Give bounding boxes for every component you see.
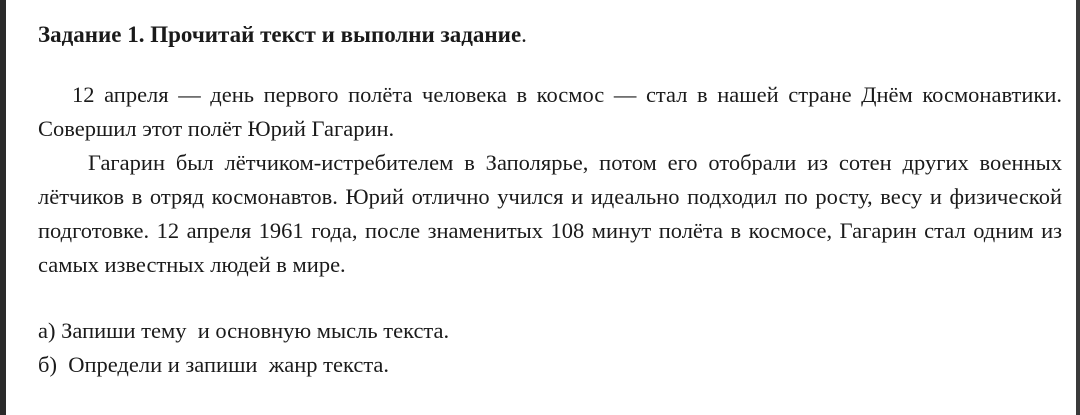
- paragraph-1: 12 апреля — день первого полёта человека в космос — стал в нашей стране Днём космонавтики. Совершил этот полёт Юрий Гагарин.: [38, 82, 1062, 141]
- right-border: [1076, 0, 1080, 415]
- task-heading: [38, 18, 1062, 52]
- task-item-a: а) Запиши тему и основную мысль текста.: [38, 318, 450, 343]
- task-list: [38, 314, 1062, 382]
- paragraph-2: Гагарин был лётчиком-истребителем в Заполярье, потом его отобрали из сотен других военных лётчиков в отряд космонавтов. Юрий отлично учился и идеально подходил по росту, весу и физической подготовке. 12 апреля 1961 года, после знаменитых 108 минут полёта в космосе, Гагарин стал одним из самых известных людей в мире.: [38, 150, 1062, 277]
- task-item-b: б) Определи и запиши жанр текста.: [38, 352, 390, 377]
- task-heading-bold: Задание 1. Прочитай текст и выполни задание: [38, 22, 522, 47]
- left-border: [0, 0, 6, 415]
- task-heading-period: .: [521, 22, 527, 47]
- document-body: [38, 18, 1062, 382]
